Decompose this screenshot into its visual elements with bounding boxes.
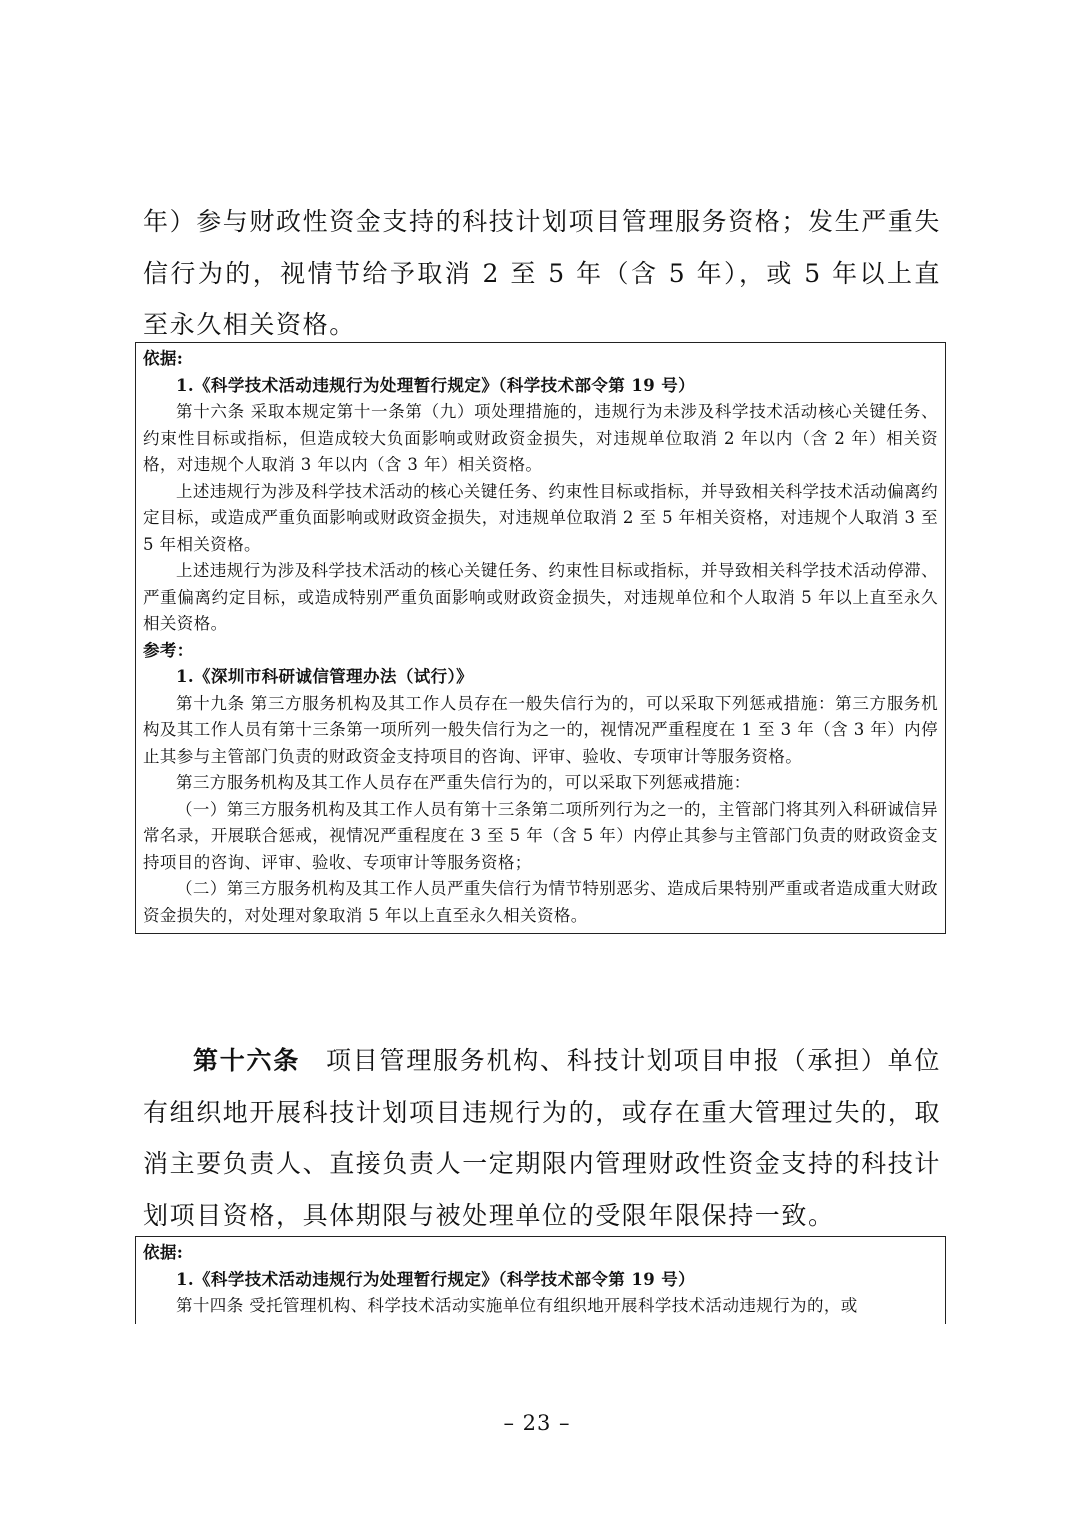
basis-paragraph: 第十六条 采取本规定第十一条第（九）项处理措施的，违规行为未涉及科学技术活动核心关键任务、约束性目标或指标，但造成较大负面影响或财政资金损失，对违规单位取消 2 年以内（含 2 年）相关资格，对违规个人取消 3 年以内（含 3 年）相关资格。 <box>143 402 938 474</box>
basis-heading: 依据: <box>143 349 184 368</box>
basis-paragraph: 上述违规行为涉及科学技术活动的核心关键任务、约束性目标或指标，并导致相关科学技术活动偏离约定目标，或造成严重负面影响或财政资金损失，对违规单位取消 2 至 5 年相关资格，对违规个人取消 3 至 5 年相关资格。 <box>143 481 938 554</box>
article-16 <box>143 1035 941 1241</box>
basis-doc-title: 1.《科学技术活动违规行为处理暂行规定》（科学技术部令第 19 号） <box>176 375 696 395</box>
basis-doc-title: 1.《科学技术活动违规行为处理暂行规定》（科学技术部令第 19 号） <box>176 1269 696 1289</box>
article-16-title: 第十六条 <box>193 1046 300 1075</box>
reference-paragraph: 第十九条 第三方服务机构及其工作人员存在一般失信行为的，可以采取下列惩戒措施：第三方服务机构及其工作人员有第十三条第一项所列一般失信行为之一的，视情况严重程度在 1 至 3 年（含 3 年）内停止其参与主管部门负责的财政资金支持项目的咨询、评审、验收、专项审计等服务资格。 <box>143 693 938 766</box>
reference-doc-title: 1.《深圳市科研诚信管理办法（试行）》 <box>176 667 474 686</box>
page-number: – 23 – <box>503 1411 571 1435</box>
reference-paragraph: （一）第三方服务机构及其工作人员有第十三条第二项所列行为之一的，主管部门将其列入科研诚信异常名录，开展联合惩戒，视情况严重程度在 3 至 5 年（含 5 年）内停止其参与主管部门负责的财政资金支持项目的咨询、评审、验收、专项审计等服务资格； <box>143 799 938 872</box>
basis-heading: 依据: <box>143 1243 184 1262</box>
article-16-text: 项目管理服务机构、科技计划项目申报（承担）单位有组织地开展科技计划项目违规行为的，或存在重大管理过失的，取消主要负责人、直接负责人一定期限内管理财政性资金支持的科技计划项目资格，具体期限与被处理单位的受限年限保持一致。 <box>143 1046 942 1230</box>
citation-box-1 <box>135 342 946 934</box>
reference-heading: 参考： <box>143 640 194 660</box>
basis-paragraph: 上述违规行为涉及科学技术活动的核心关键任务、约束性目标或指标，并导致相关科学技术活动停滞、严重偏离约定目标，或造成特别严重负面影响或财政资金损失，对违规单位和个人取消 5 年以上直至永久相关资格。 <box>143 561 938 633</box>
basis-paragraph: 第十四条 受托管理机构、科学技术活动实施单位有组织地开展科学技术活动违规行为的，或 <box>176 1296 858 1315</box>
citation-box-2 <box>135 1236 946 1324</box>
reference-paragraph: 第三方服务机构及其工作人员存在严重失信行为的，可以采取下列惩戒措施： <box>176 773 751 792</box>
top-paragraph: 年）参与财政性资金支持的科技计划项目管理服务资格；发生严重失信行为的，视情节给予取消 2 至 5 年（含 5 年），或 5 年以上直至永久相关资格。 <box>143 207 942 339</box>
reference-paragraph: （二）第三方服务机构及其工作人员严重失信行为情节特别恶劣、造成后果特别严重或者造成重大财政资金损失的，对处理对象取消 5 年以上直至永久相关资格。 <box>143 879 938 925</box>
